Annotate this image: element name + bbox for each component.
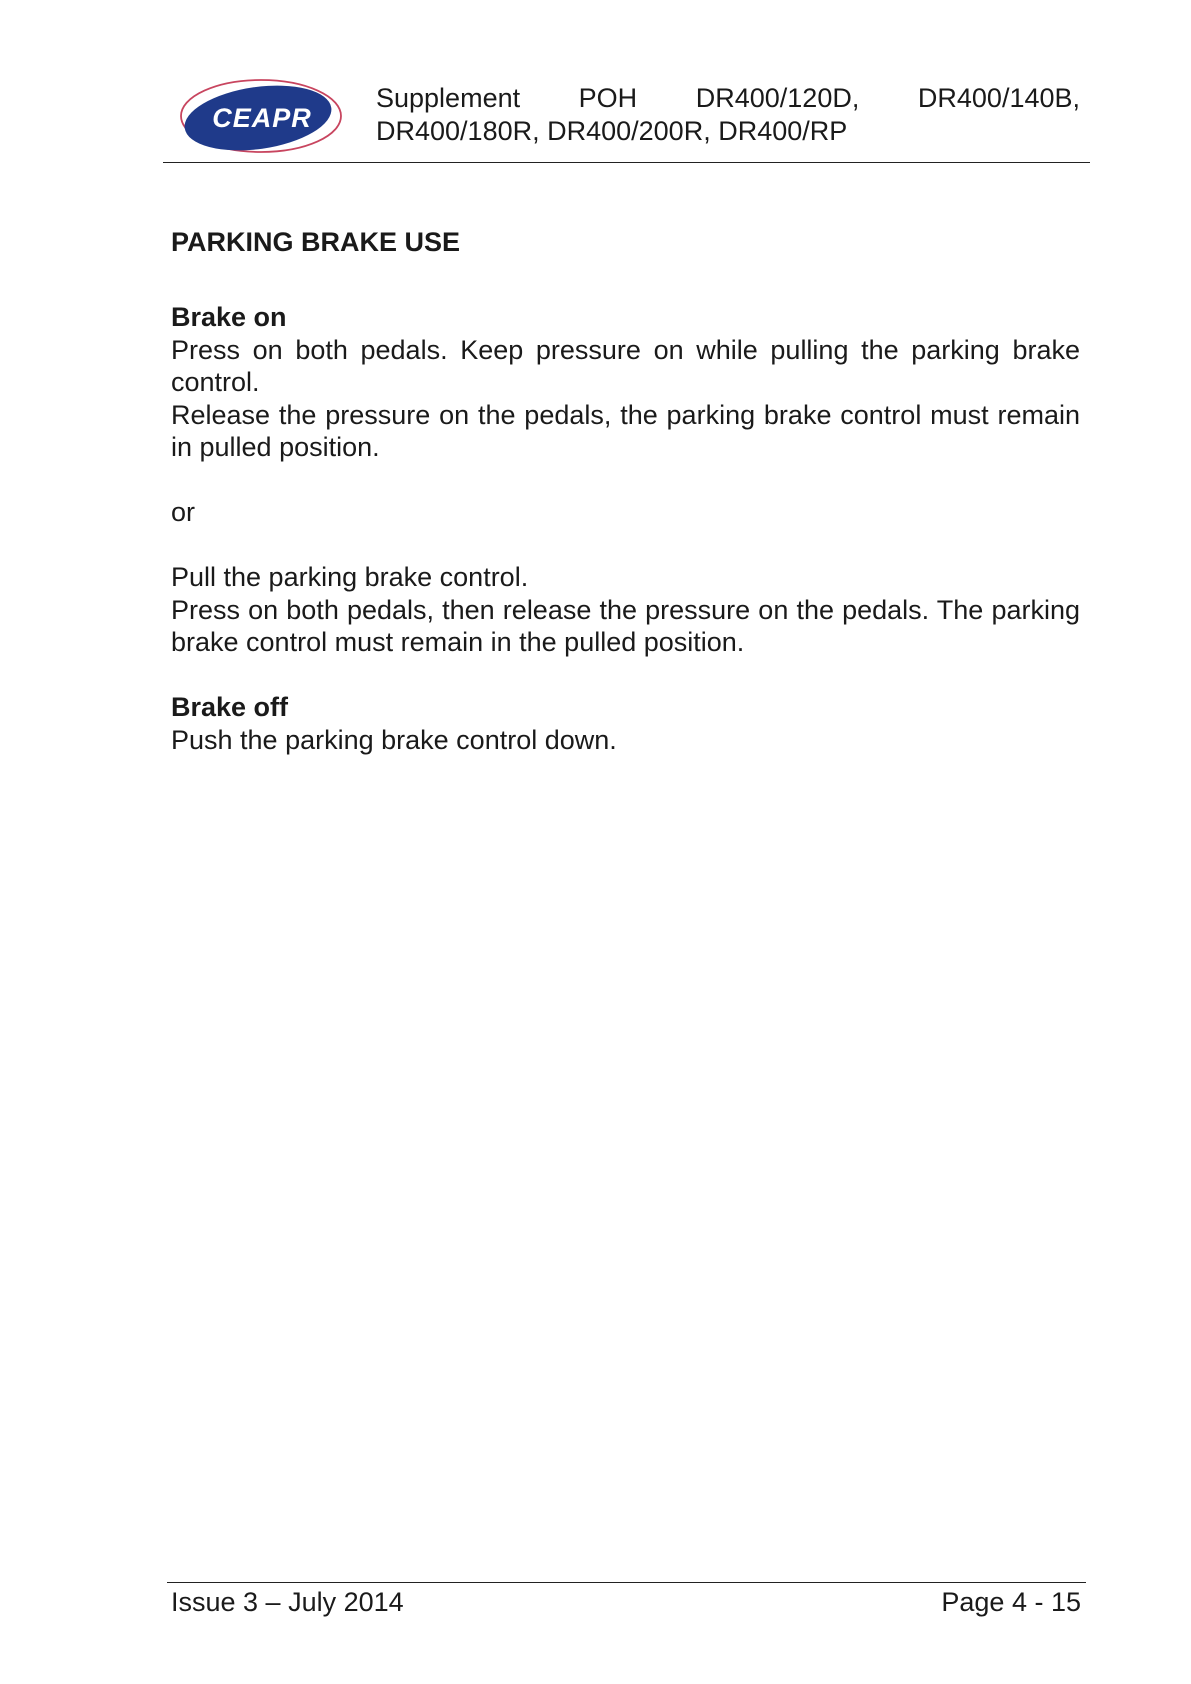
brake-on-paragraph-1: Press on both pedals. Keep pressure on while pulling the parking brake control. xyxy=(171,334,1080,397)
logo-text: CEAPR xyxy=(212,103,312,133)
brake-off-heading: Brake off xyxy=(171,692,289,722)
brake-on-paragraph-2: Release the pressure on the pedals, the parking brake control must remain in pulled position. xyxy=(171,399,1080,462)
or-text: or xyxy=(171,497,196,527)
footer-divider xyxy=(167,1582,1086,1583)
header-divider xyxy=(163,162,1090,163)
brake-off-paragraph-1: Push the parking brake control down. xyxy=(171,724,617,755)
page-content xyxy=(171,226,1080,756)
brake-on-paragraph-3: Pull the parking brake control. xyxy=(171,562,529,592)
document-header xyxy=(376,82,1080,148)
issue-date: Issue 3 – July 2014 xyxy=(171,1587,404,1617)
header-line-1: Supplement POH DR400/120D, DR400/140B, xyxy=(376,83,1080,113)
brake-on-paragraph-4: Press on both pedals, then release the pressure on the pedals. The parking brake control must remain in the pulled position. xyxy=(171,594,1080,657)
ceapr-logo xyxy=(178,76,344,156)
section-title: PARKING BRAKE USE xyxy=(171,227,461,257)
header-line-2: DR400/180R, DR400/200R, DR400/RP xyxy=(376,116,848,146)
brake-on-heading: Brake on xyxy=(171,302,287,332)
page-number: Page 4 - 15 xyxy=(941,1587,1081,1617)
